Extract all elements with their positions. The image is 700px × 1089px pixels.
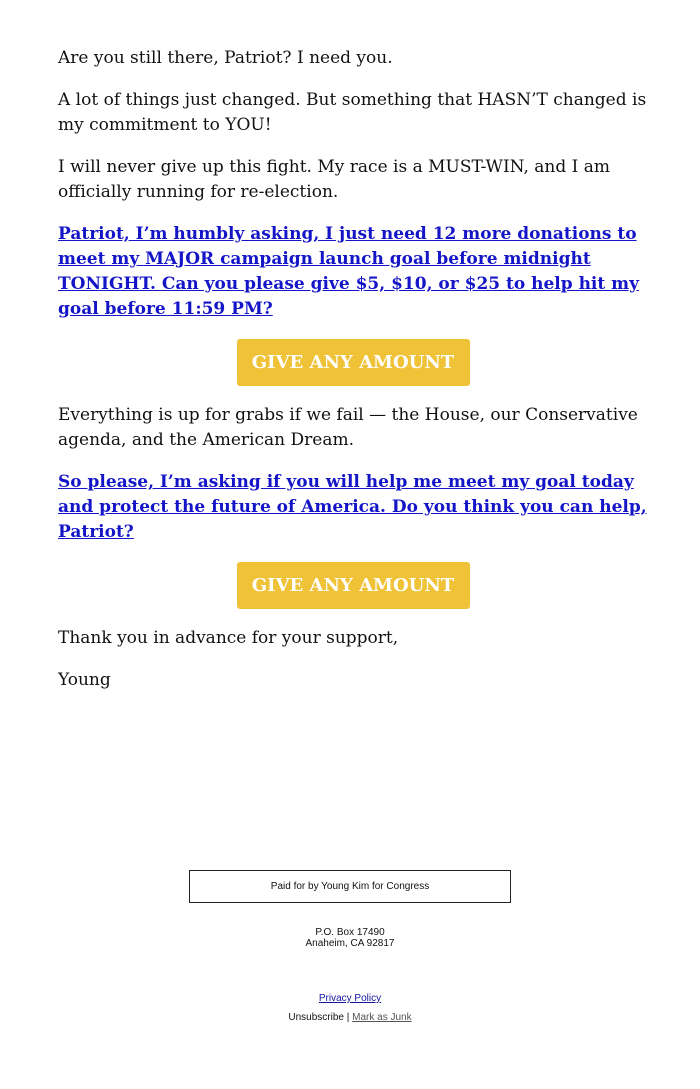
signature: Young [58, 670, 111, 690]
give-any-amount-button[interactable]: GIVE ANY AMOUNT [237, 339, 470, 386]
give-any-amount-button-2[interactable]: GIVE ANY AMOUNT [237, 562, 470, 609]
help-ask-link[interactable]: So please, I’m asking if you will help me meet my goal today and protect the future of America. Do you think you can help, Patriot? [58, 472, 647, 542]
stakes-paragraph: Everything is up for grabs if we fail — the House, our Conservative agenda, and the American Dream. [58, 405, 638, 450]
donation-ask-paragraph [58, 222, 648, 322]
button-container [58, 339, 648, 386]
privacy-policy-link[interactable]: Privacy Policy [318, 993, 382, 1004]
reelection-paragraph: I will never give up this fight. My race is a MUST-WIN, and I am officially running for re-election. [58, 157, 611, 202]
greeting-paragraph: Are you still there, Patriot? I need you. [58, 48, 393, 68]
commitment-paragraph: A lot of things just changed. But something that HASN’T changed is my commitment to YOU! [58, 90, 647, 135]
privacy-row [0, 993, 700, 1004]
donation-ask-link[interactable]: Patriot, I’m humbly asking, I just need 12 more donations to meet my MAJOR campaign launch goal before midnight TONIGHT. Can you please give $5, $10, or $25 to help hit my goal before 11:59 PM? [58, 224, 640, 319]
separator: | [346, 1012, 350, 1023]
button-container-2 [58, 562, 648, 609]
mark-as-junk-link[interactable]: Mark as Junk [352, 1012, 412, 1023]
unsubscribe-row [0, 1012, 700, 1023]
address-line-1: P.O. Box 17490 [315, 927, 385, 938]
paid-for-disclaimer: Paid for by Young Kim for Congress [189, 870, 511, 903]
help-ask-paragraph [58, 470, 648, 545]
closing-line: Thank you in advance for your support, [58, 628, 399, 648]
email-body [58, 46, 648, 710]
unsubscribe-link[interactable]: Unsubscribe [288, 1012, 344, 1023]
email-footer [0, 870, 700, 1023]
mailing-address [0, 927, 700, 949]
address-line-2: Anaheim, CA 92817 [305, 938, 395, 949]
